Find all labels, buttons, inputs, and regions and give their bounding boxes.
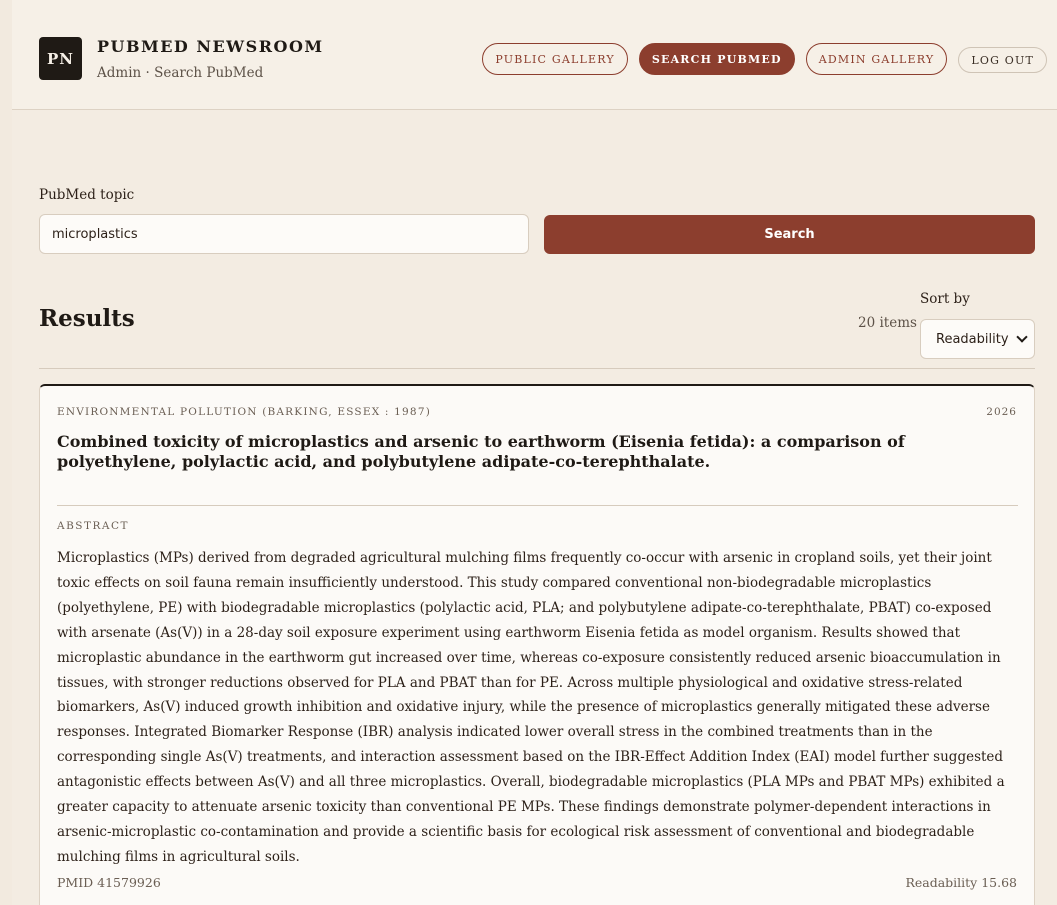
search-button[interactable]: Search xyxy=(544,215,1035,254)
main-nav xyxy=(482,43,1047,75)
results-divider xyxy=(39,368,1035,369)
logout-button[interactable]: LOG OUT xyxy=(958,47,1047,73)
pmid: PMID 41579926 xyxy=(57,875,161,890)
nav-public-gallery[interactable]: PUBLIC GALLERY xyxy=(482,43,628,75)
article-title[interactable]: Combined toxicity of microplastics and arsenic to earthworm (Eisenia fetida): a comparison of polyethylene, polylactic acid, and polybutylene adipate-co-terephthalate. xyxy=(57,432,905,471)
site-title: PUBMED NEWSROOM xyxy=(97,37,324,56)
topic-search-input[interactable] xyxy=(39,214,529,254)
nav-admin-gallery[interactable]: ADMIN GALLERY xyxy=(806,43,948,75)
logo-badge[interactable]: PN xyxy=(39,37,82,80)
site-header xyxy=(12,0,1057,110)
result-card xyxy=(39,384,1035,905)
journal-name: ENVIRONMENTAL POLLUTION (BARKING, ESSEX : 1987) xyxy=(57,406,431,418)
results-heading: Results xyxy=(39,305,135,332)
sort-label: Sort by xyxy=(920,291,970,307)
abstract-label: ABSTRACT xyxy=(57,520,130,532)
nav-search-pubmed[interactable]: SEARCH PUBMED xyxy=(639,43,795,75)
abstract-text: Microplastics (MPs) derived from degraded agricultural mulching films frequently co-occur with arsenic in cropland soils, yet their joint toxic effects on soil fauna remain insufficiently understood. This study compared conventional non-biodegradable microplastics (polyethylene, PE) with biodegradable microplastics (polylactic acid, PLA; and polybutylene adipate-co-terephthalate, PBAT) co-exposed with arsenate (As(V)) in a 28-day soil exposure experiment using earthworm Eisenia fetida as model organism. Results showed that microplastic abundance in the earthworm gut increased over time, whereas co-exposure consistently reduced arsenic bioaccumulation in tissues, with stronger reductions observed for PLA and PBAT than for PE. Across multiple physiological and oxidative stress-related biomarkers, As(V) induced growth inhibition and oxidative injury, while the presence of microplastics generally mitigated these adverse responses. Integrated Biomarker Response (IBR) analysis indicated lower overall stress in the combined treatments than in the corresponding single As(V) treatments, and interaction assessment based on the IBR-Effect Addition Index (EAI) model further suggested antagonistic effects between As(V) and all three microplastics. Overall, biodegradable microplastics (PLA MPs and PBAT MPs) exhibited a greater capacity to attenuate arsenic toxicity than conventional PE MPs. These findings demonstrate polymer-dependent interactions in arsenic-microplastic co-contamination and provide a scientific basis for ecological risk assessment of conventional and biodegradable mulching films in agricultural soils. xyxy=(57,550,1005,865)
site-subtitle: Admin · Search PubMed xyxy=(97,65,264,81)
sort-selected-value: Readability xyxy=(936,331,1009,347)
page xyxy=(12,0,1057,905)
sort-select[interactable] xyxy=(920,319,1035,359)
chevron-down-icon xyxy=(1016,331,1027,342)
results-count: 20 items xyxy=(858,315,917,331)
card-divider xyxy=(57,505,1018,506)
topic-label: PubMed topic xyxy=(39,187,135,203)
publication-year: 2026 xyxy=(986,406,1017,418)
readability-score: Readability 15.68 xyxy=(905,875,1017,890)
